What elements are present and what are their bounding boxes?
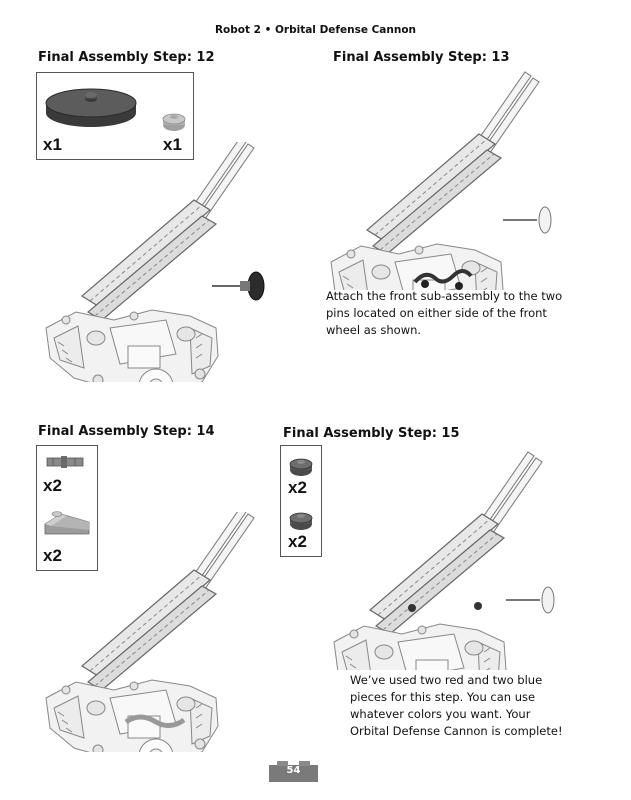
step-14-title: Final Assembly Step: 14 [38, 424, 215, 439]
step-15-qty-1: x2 [288, 478, 307, 497]
caption-line: Orbital Defense Cannon is complete! [350, 724, 563, 738]
step-14-qty-1: x2 [43, 476, 62, 495]
step-15-title: Final Assembly Step: 15 [283, 426, 460, 441]
step-15-model-image [328, 430, 568, 670]
round-stud-icon [161, 111, 187, 133]
step-15-qty-2: x2 [288, 532, 307, 551]
caption-line: wheel as shown. [326, 323, 422, 337]
large-round-plate-icon [43, 79, 141, 131]
step-13-caption [326, 288, 562, 339]
caption-line: We’ve used two red and two blue [350, 673, 543, 687]
step-12-qty-2: x1 [163, 135, 182, 154]
step-13-model-image [325, 50, 565, 290]
step-14-qty-2: x2 [43, 546, 62, 565]
step-12-model-image [40, 142, 270, 382]
step-14-model-image [40, 512, 270, 752]
step-13-title: Final Assembly Step: 13 [333, 50, 510, 65]
caption-line: pins located on either side of the front [326, 306, 547, 320]
step-12-title: Final Assembly Step: 12 [38, 50, 215, 65]
page-header: Robot 2 • Orbital Defense Cannon [214, 24, 417, 36]
page-number: 54 [286, 765, 301, 776]
step-15-parts-box [280, 445, 322, 557]
caption-line: whatever colors you want. Your [350, 707, 531, 721]
step-15-caption [350, 672, 563, 740]
step-12-qty-1: x1 [43, 135, 62, 154]
caption-line: pieces for this step. You can use [350, 690, 536, 704]
round-stud-icon [287, 510, 315, 532]
round-stud-icon [287, 456, 315, 478]
connector-pin-icon [45, 454, 85, 470]
caption-line: Attach the front sub-assembly to the two [326, 289, 563, 303]
